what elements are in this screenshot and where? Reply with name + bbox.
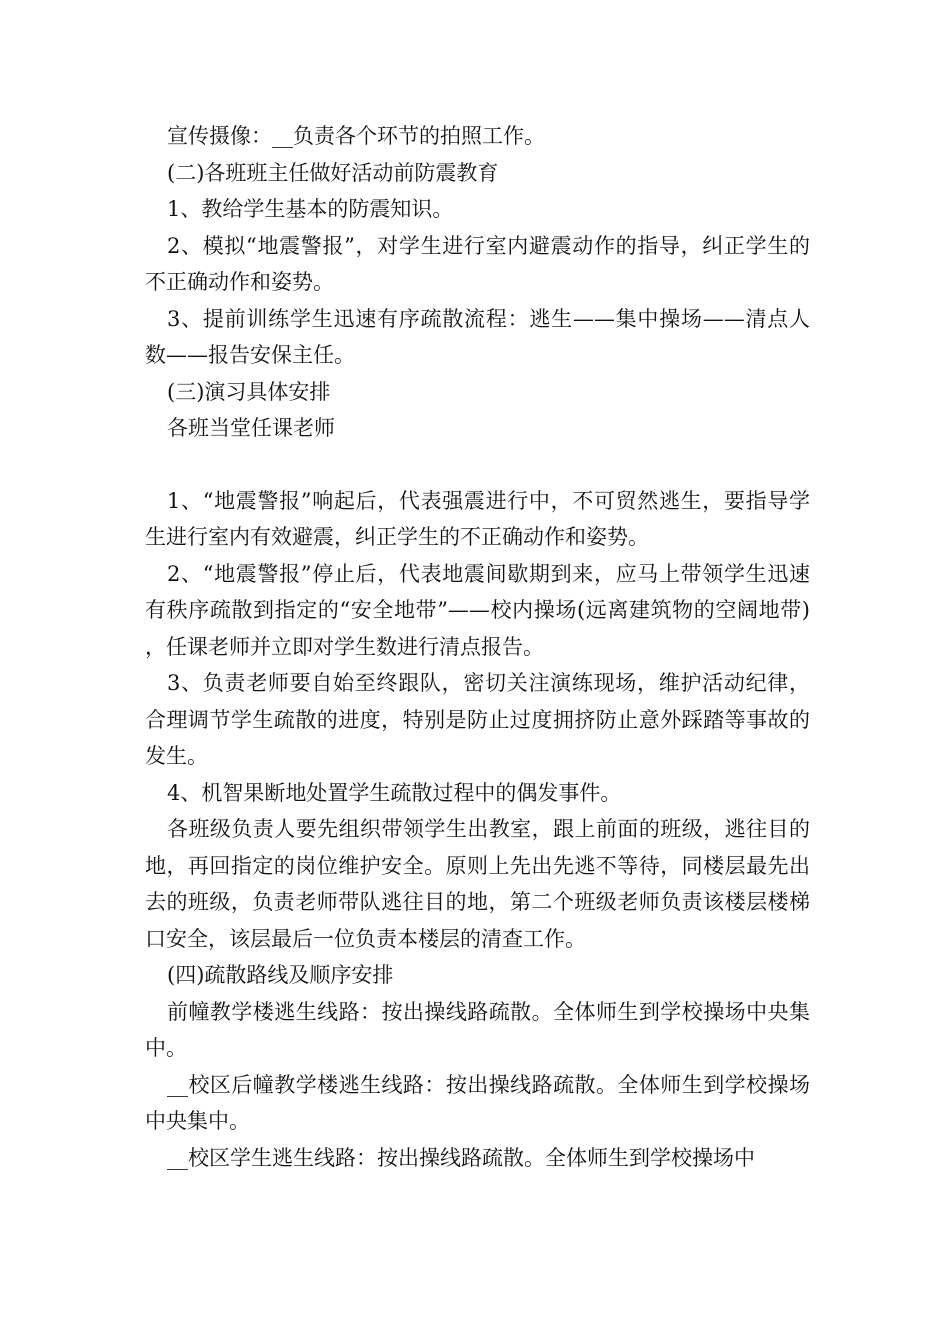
document-body	[145, 118, 810, 1176]
heading-section-2: (二)各班班主任做好活动前防震教育	[167, 160, 499, 185]
paragraph-drill-1: 1、“地震警报”响起后，代表强震进行中，不可贸然逃生，要指导学生进行室内有效避震，纠正学生的不正确动作和姿势。	[145, 488, 810, 549]
paragraph-publicity-photography: 宣传摄像：__负责各个环节的拍照工作。	[167, 124, 545, 148]
paragraph-route-front: 前幢教学楼逃生线路：按出操线路疏散。全体师生到学校操场中央集中。	[145, 999, 810, 1060]
paragraph-drill-4: 4、机智果断地处置学生疏散过程中的偶发事件。	[167, 780, 622, 805]
paragraph-item-1: 1、教给学生基本的防震知识。	[167, 197, 454, 221]
heading-section-4: (四)疏散路线及顺序安排	[167, 963, 394, 987]
paragraph-route-students: __校区学生逃生线路：按出操线路疏散。全体师生到学校操场中	[167, 1145, 755, 1170]
blank-line	[145, 447, 810, 483]
paragraph-class-leaders: 各班级负责人要先组织带领学生出教室，跟上前面的班级，逃往目的地，再回指定的岗位维护安全。原则上先出先逃不等待，同楼层最先出去的班级，负责老师带队逃往目的地，第二个班级老师负责该楼层楼梯口安全，该层最后一位负责本楼层的清查工作。	[145, 817, 810, 951]
paragraph-route-back: __校区后幢教学楼逃生线路：按出操线路疏散。全体师生到学校操场中央集中。	[145, 1072, 810, 1133]
paragraph-drill-3: 3、负责老师要自始至终跟队，密切关注演练现场，维护活动纪律，合理调节学生疏散的进度，特别是防止过度拥挤防止意外踩踏等事故的发生。	[145, 671, 810, 768]
heading-section-3: (三)演习具体安排	[167, 379, 331, 404]
paragraph-drill-2: 2、“地震警报”停止后，代表地震间歇期到来，应马上带领学生迅速有秩序疏散到指定的“安全地带”——校内操场(远离建筑物的空阔地带)，任课老师并立即对学生数进行清点报告。	[145, 561, 810, 659]
subheading-teachers: 各班当堂任课老师	[167, 416, 335, 440]
paragraph-item-2: 2、模拟“地震警报”，对学生进行室内避震动作的指导，纠正学生的不正确动作和姿势。	[145, 233, 810, 294]
paragraph-item-3: 3、提前训练学生迅速有序疏散流程：逃生——集中操场——清点人数——报告安保主任。	[145, 306, 810, 367]
